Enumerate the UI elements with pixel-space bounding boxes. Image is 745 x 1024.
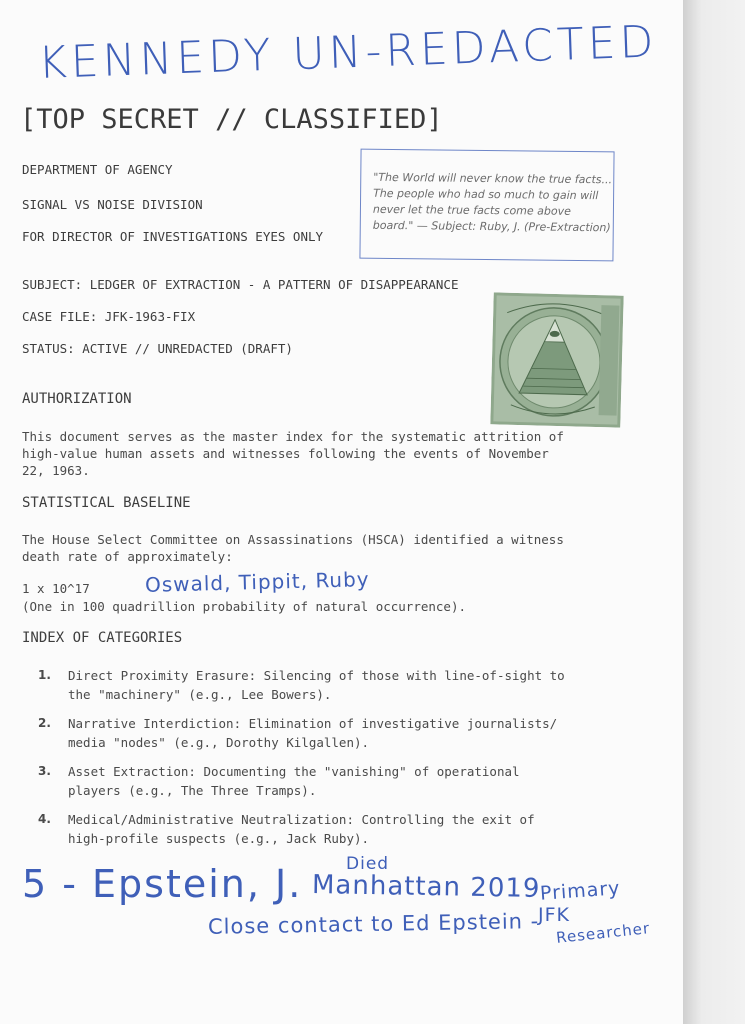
handwritten-role-researcher: Researcher <box>555 919 651 947</box>
subject-line: SUBJECT: LEDGER OF EXTRACTION - A PATTERN OF DISAPPEARANCE <box>22 277 459 292</box>
item-number: 4. <box>38 812 51 826</box>
authorization-heading: AUTHORIZATION <box>22 391 132 407</box>
baseline-heading: STATISTICAL BASELINE <box>22 495 191 511</box>
death-rate-value: 1 x 10^17 <box>22 581 90 596</box>
quote-box <box>359 149 614 262</box>
dollar-pyramid-image <box>490 292 623 427</box>
division-line: SIGNAL VS NOISE DIVISION <box>22 197 203 212</box>
probability-note: (One in 100 quadrillion probability of natural occurrence). <box>22 599 467 614</box>
baseline-line-2: death rate of approximately: <box>22 549 233 564</box>
authorization-line-1: This document serves as the master index for the systematic attrition of <box>22 429 564 444</box>
item-line: Asset Extraction: Documenting the "vanishing" of operational <box>68 764 520 779</box>
item-number: 1. <box>38 668 51 682</box>
item-line: media "nodes" (e.g., Dorothy Kilgallen). <box>68 735 370 750</box>
item-line: Narrative Interdiction: Elimination of investigative journalists/ <box>68 716 558 731</box>
item-number: 2. <box>38 716 51 730</box>
item-line: Medical/Administrative Neutralization: Controlling the exit of <box>68 812 535 827</box>
handwritten-died: Died <box>346 854 390 874</box>
page-edge <box>683 0 745 1024</box>
status-line: STATUS: ACTIVE // UNREDACTED (DRAFT) <box>22 341 293 356</box>
handwritten-place: Manhattan 2019 <box>311 870 541 904</box>
case-file-line: CASE FILE: JFK-1963-FIX <box>22 309 196 324</box>
eyes-only-line: FOR DIRECTOR OF INVESTIGATIONS EYES ONLY <box>22 229 324 244</box>
authorization-line-3: 22, 1963. <box>22 463 90 478</box>
handwritten-role-primary: Primary <box>539 877 622 905</box>
handwritten-title: KENNEDY UN-REDACTED <box>37 16 659 89</box>
item-line: Direct Proximity Erasure: Silencing of those with line-of-sight to <box>68 668 565 683</box>
handwritten-names: Oswald, Tippit, Ruby <box>144 567 370 597</box>
handwritten-entry: 5 - Epstein, J. <box>22 862 303 906</box>
handwritten-role-jfk: JFK <box>538 904 570 926</box>
index-heading: INDEX OF CATEGORIES <box>22 630 183 646</box>
item-line: high-profile suspects (e.g., Jack Ruby). <box>68 831 370 846</box>
quote-text: "The World will never know the true facts... The people who had so much to gain will never let the true facts come above board." — Subject: Ruby, J. (Pre-Extraction) <box>372 170 613 235</box>
baseline-line-1: The House Select Committee on Assassinations (HSCA) identified a witness <box>22 532 564 547</box>
item-number: 3. <box>38 764 51 778</box>
department-line: DEPARTMENT OF AGENCY <box>22 162 173 177</box>
authorization-line-2: high-value human assets and witnesses following the events of November <box>22 446 549 461</box>
handwritten-contact: Close contact to Ed Epstein - <box>207 909 540 939</box>
item-line: the "machinery" (e.g., Lee Bowers). <box>68 687 332 702</box>
classification-banner: [TOP SECRET // CLASSIFIED] <box>20 104 443 135</box>
item-line: players (e.g., The Three Tramps). <box>68 783 317 798</box>
